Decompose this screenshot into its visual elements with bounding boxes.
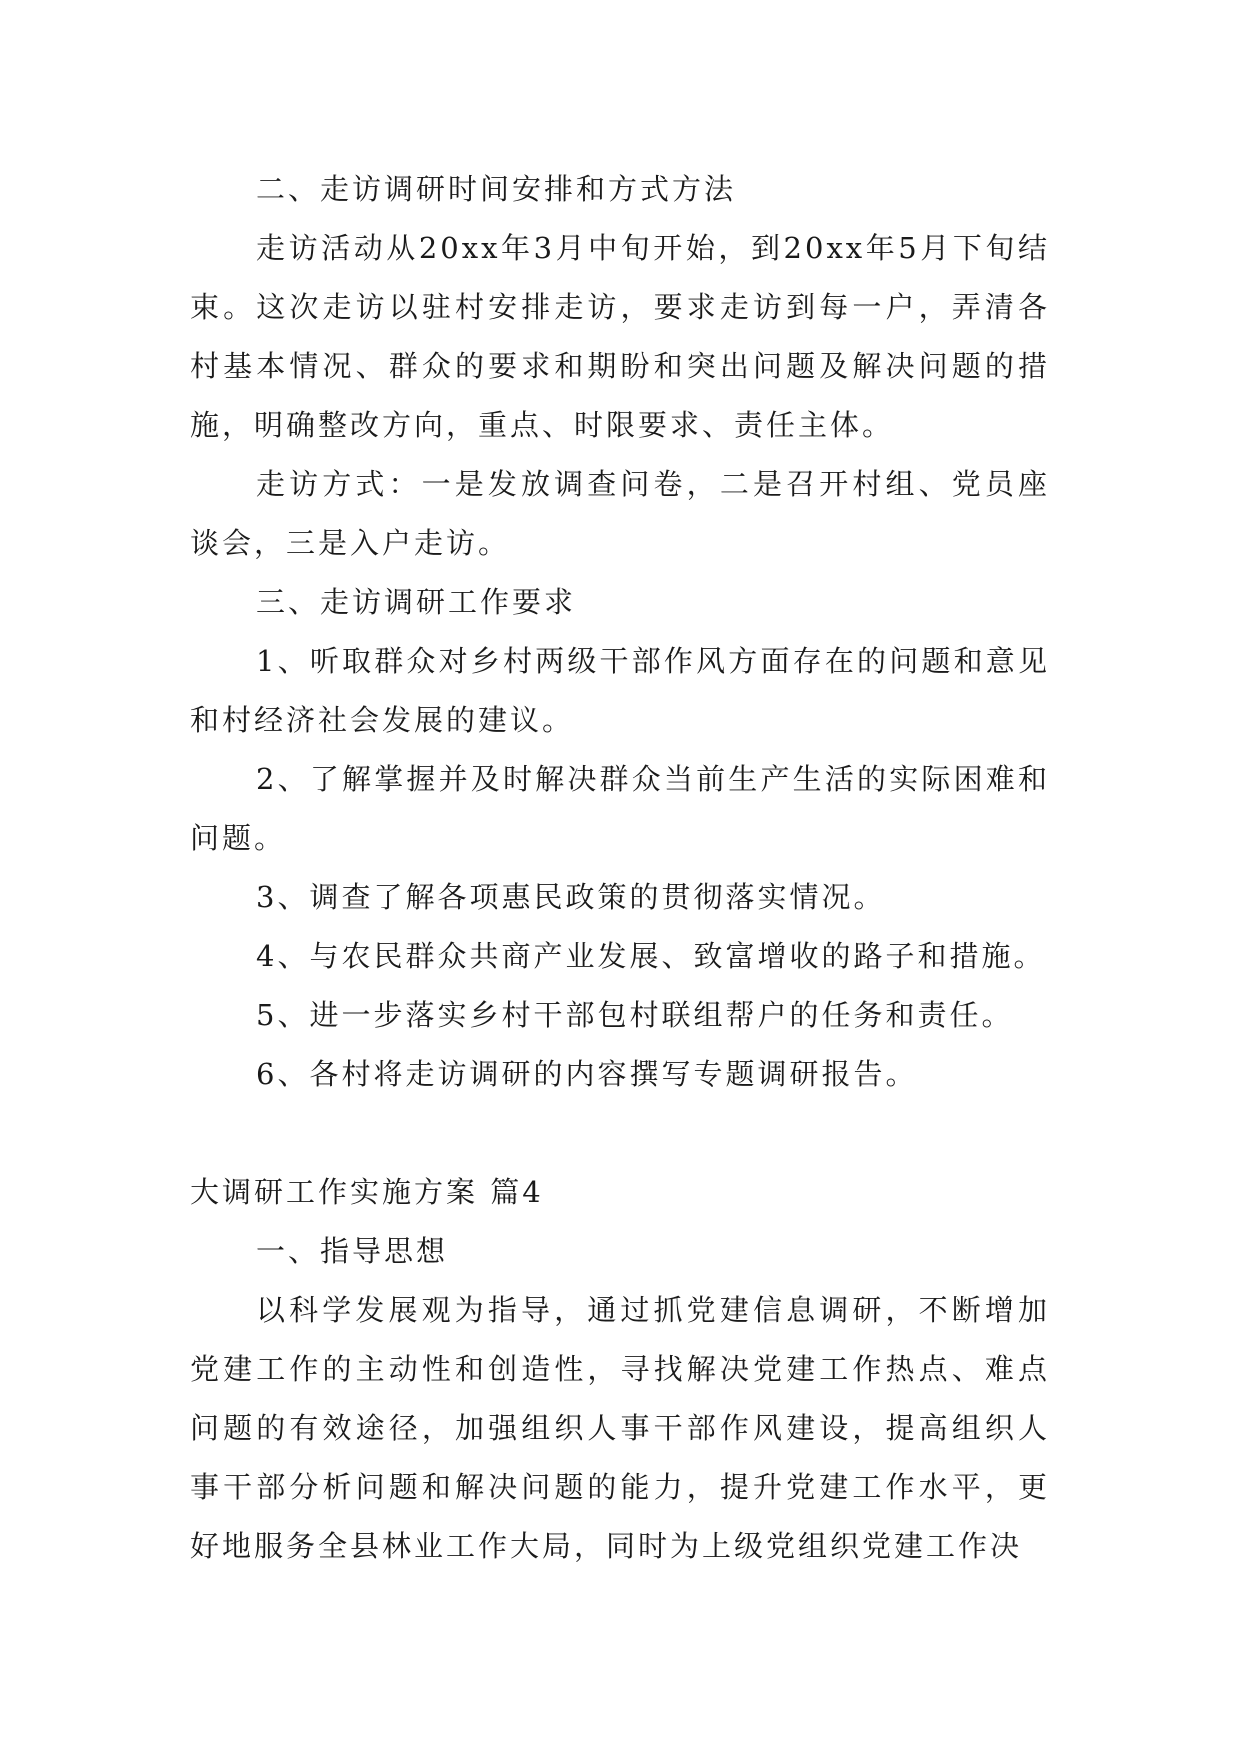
paragraph-guiding: 以科学发展观为指导，通过抓党建信息调研，不断增加党建工作的主动性和创造性，寻找解决党建工作热点、难点问题的有效途径，加强组织人事干部作风建设，提高组织人事干部分析问题和解决问题的能力，提升党建工作水平，更好地服务全县林业工作大局，同时为上级党组织党建工作决 <box>190 1293 1050 1563</box>
heading-schedule: 二、走访调研时间安排和方式方法 <box>256 172 737 206</box>
requirement-item-5: 5、进一步落实乡村干部包村联组帮户的任务和责任。 <box>256 998 1014 1032</box>
requirement-item-4: 4、与农民群众共商产业发展、致富增收的路子和措施。 <box>256 939 1046 973</box>
requirement-item-1: 1、听取群众对乡村两级干部作风方面存在的问题和意见和村经济社会发展的建议。 <box>190 644 1050 737</box>
requirement-item-2: 2、了解掌握并及时解决群众当前生产生活的实际困难和问题。 <box>190 762 1050 855</box>
heading-requirements: 三、走访调研工作要求 <box>256 585 577 619</box>
paragraph-schedule: 走访活动从20xx年3月中旬开始，到20xx年5月下旬结束。这次走访以驻村安排走访，要求走访到每一户，弄清各村基本情况、群众的要求和期盼和突出问题及解决问题的措施，明确整改方向，重点、时限要求、责任主体。 <box>190 231 1050 442</box>
section-title: 大调研工作实施方案 篇4 <box>190 1175 544 1209</box>
heading-guiding: 一、指导思想 <box>256 1234 449 1268</box>
requirement-item-6: 6、各村将走访调研的内容撰写专题调研报告。 <box>256 1057 918 1091</box>
requirement-item-3: 3、调查了解各项惠民政策的贯彻落实情况。 <box>256 880 886 914</box>
paragraph-methods: 走访方式：一是发放调查问卷，二是召开村组、党员座谈会，三是入户走访。 <box>190 467 1050 560</box>
